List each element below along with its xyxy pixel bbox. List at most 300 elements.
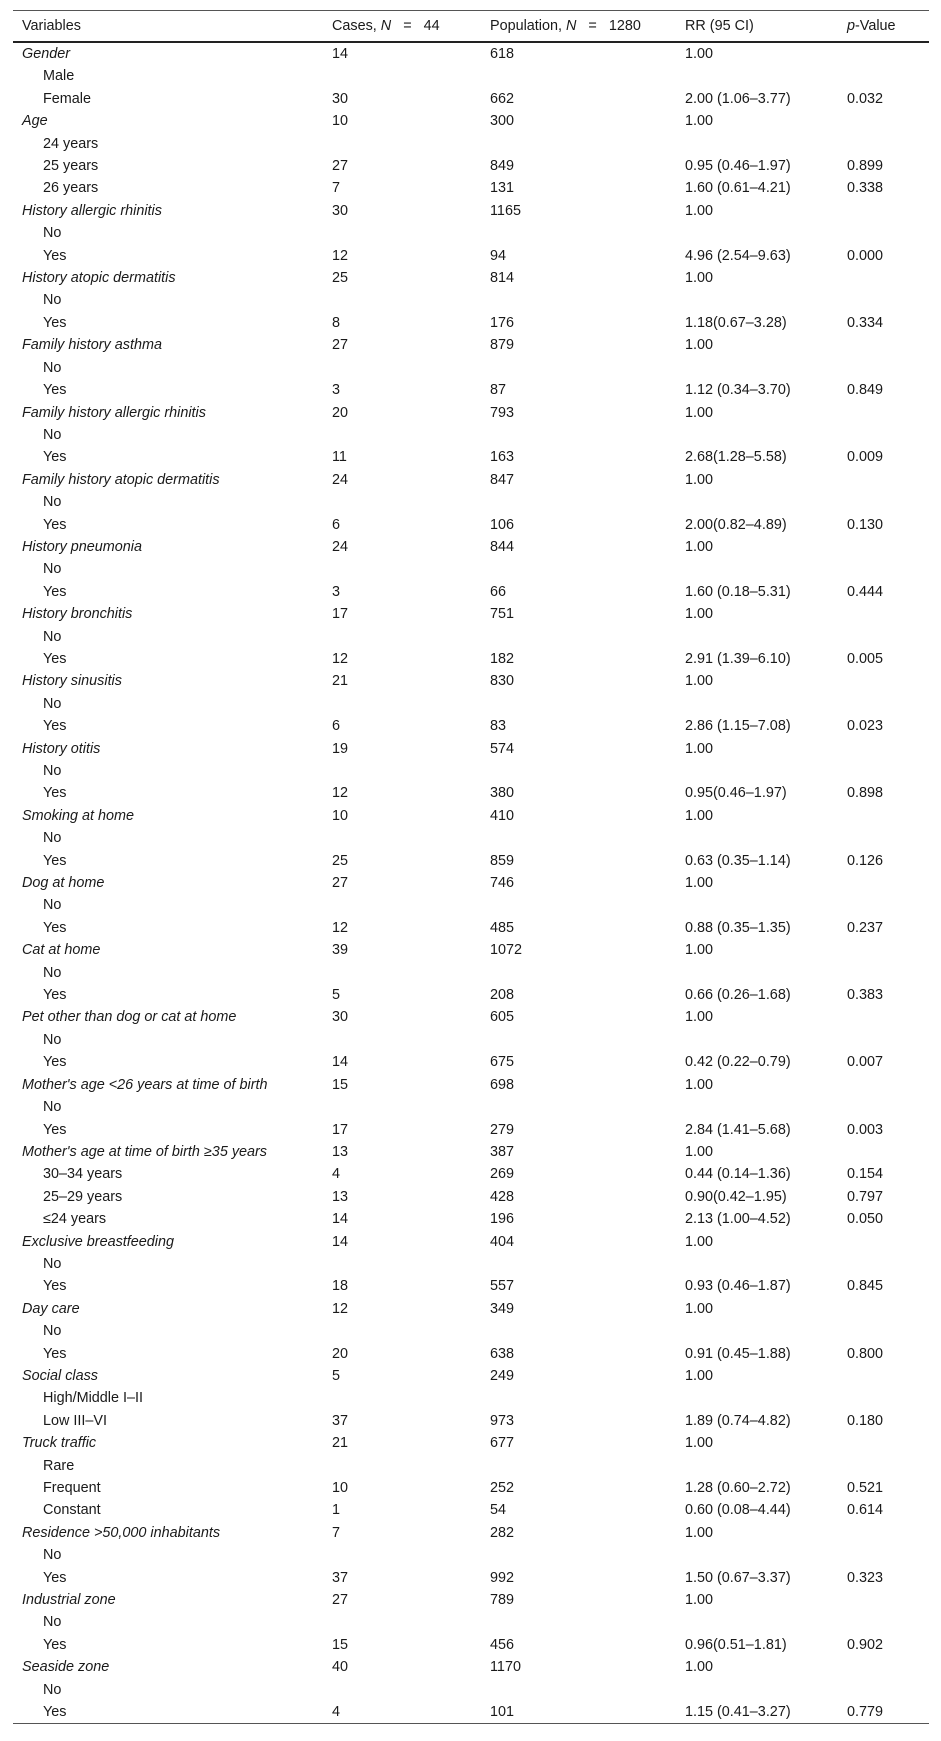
table-row xyxy=(13,1544,929,1566)
category-name: No xyxy=(43,897,62,914)
p-value-cell: 0.800 xyxy=(847,1345,884,1362)
rr-cell: 2.86 (1.15–7.08) xyxy=(685,718,791,735)
rr-cell: 1.00 xyxy=(685,875,714,892)
population-cell: 849 xyxy=(490,158,515,175)
cases-cell: 17 xyxy=(332,606,349,623)
table-row xyxy=(13,1387,929,1409)
cases-cell: 12 xyxy=(332,1300,349,1317)
table-row xyxy=(13,1499,929,1521)
p-value-cell: 0.444 xyxy=(847,583,884,600)
cases-cell: 1 xyxy=(332,1502,341,1519)
population-cell xyxy=(481,626,676,648)
population-cell: 793 xyxy=(490,404,515,421)
rr-cell xyxy=(676,1253,838,1275)
cases-cell: 8 xyxy=(332,314,341,331)
p-value-cell xyxy=(838,1320,929,1342)
population-cell: 387 xyxy=(490,1143,515,1160)
population-cell: 830 xyxy=(490,673,515,690)
p-value-cell xyxy=(838,1096,929,1118)
cases-cell xyxy=(323,357,481,379)
cases-cell: 18 xyxy=(332,1278,349,1295)
p-value-cell xyxy=(838,962,929,984)
table-row xyxy=(13,245,929,267)
category-name: Yes xyxy=(43,1569,67,1586)
table-row xyxy=(13,1298,929,1320)
table-row xyxy=(13,200,929,222)
cases-cell: 6 xyxy=(332,516,341,533)
table-row xyxy=(13,334,929,356)
population-cell: 163 xyxy=(490,449,515,466)
cases-cell xyxy=(323,222,481,244)
rr-cell: 1.00 xyxy=(685,538,714,555)
category-name: Yes xyxy=(13,1701,323,1724)
rr-cell: 0.63 (0.35–1.14) xyxy=(685,852,791,869)
variable-name: History sinusitis xyxy=(22,673,122,690)
cases-cell: 13 xyxy=(332,1143,349,1160)
table-row xyxy=(13,648,929,670)
population-cell: 404 xyxy=(490,1233,515,1250)
table-row xyxy=(13,626,929,648)
p-value-cell: 0.000 xyxy=(847,247,884,264)
cases-cell: 20 xyxy=(332,1345,349,1362)
category-name: Female xyxy=(43,90,91,107)
rr-cell: 0.95(0.46–1.97) xyxy=(685,785,787,802)
cases-cell: 37 xyxy=(332,1569,349,1586)
cases-cell xyxy=(323,1544,481,1566)
table-row xyxy=(13,1477,929,1499)
table-row xyxy=(13,1589,929,1611)
population-cell: 751 xyxy=(490,606,515,623)
population-cell: 54 xyxy=(490,1502,507,1519)
variable-name: History atopic dermatitis xyxy=(22,270,176,287)
header-rr: RR (95 CI) xyxy=(676,11,838,43)
cases-cell: 24 xyxy=(332,471,349,488)
header-pop-n: N xyxy=(566,18,577,34)
category-name: No xyxy=(43,1323,62,1340)
cases-cell: 15 xyxy=(332,1636,349,1653)
population-cell: 638 xyxy=(490,1345,515,1362)
population-cell xyxy=(481,962,676,984)
table-row xyxy=(13,558,929,580)
p-value-cell xyxy=(838,469,929,491)
rr-cell: 1.00 xyxy=(685,471,714,488)
header-p-rest: -Value xyxy=(855,18,896,34)
p-value-cell xyxy=(838,1589,929,1611)
variable-name: Exclusive breastfeeding xyxy=(22,1233,174,1250)
table-row xyxy=(13,536,929,558)
table-row xyxy=(13,514,929,536)
rr-cell xyxy=(676,558,838,580)
category-name: No xyxy=(43,1255,62,1272)
population-cell xyxy=(481,1544,676,1566)
category-name: No xyxy=(43,1614,62,1631)
category-name: No xyxy=(43,359,62,376)
table-row xyxy=(13,715,929,737)
rr-cell: 0.96(0.51–1.81) xyxy=(685,1636,787,1653)
category-name: Frequent xyxy=(43,1480,101,1496)
cases-cell xyxy=(323,424,481,446)
population-cell xyxy=(481,65,676,87)
p-value-cell xyxy=(838,939,929,961)
p-value-cell: 0.779 xyxy=(838,1701,929,1724)
category-name: Yes xyxy=(43,314,67,331)
variable-name: History bronchitis xyxy=(22,606,133,623)
rr-cell: 1.00 xyxy=(685,113,714,130)
p-value-cell: 0.845 xyxy=(847,1278,884,1295)
header-p-italic: p xyxy=(847,18,856,34)
variable-name: Social class xyxy=(22,1367,98,1384)
population-cell: 208 xyxy=(490,987,515,1004)
risk-table xyxy=(13,10,929,1724)
table-row xyxy=(13,1141,929,1163)
category-name: No xyxy=(43,763,62,779)
table-row xyxy=(13,42,929,65)
cases-cell: 14 xyxy=(332,46,349,62)
category-name: 30–34 years xyxy=(43,1166,123,1183)
rr-cell: 1.00 xyxy=(685,1300,714,1317)
cases-cell: 25 xyxy=(332,852,349,869)
population-cell xyxy=(481,1096,676,1118)
p-value-cell: 0.849 xyxy=(847,382,884,399)
table-row xyxy=(13,469,929,491)
cases-cell xyxy=(323,491,481,513)
rr-cell xyxy=(676,1611,838,1633)
population-cell xyxy=(481,1679,676,1701)
population-cell xyxy=(481,1253,676,1275)
rr-cell xyxy=(676,65,838,87)
rr-cell: 1.00 xyxy=(685,1076,714,1093)
cases-cell xyxy=(323,65,481,87)
p-value-cell xyxy=(838,1432,929,1454)
rr-cell: 0.88 (0.35–1.35) xyxy=(685,919,791,936)
cases-cell: 5 xyxy=(332,987,341,1004)
p-value-cell xyxy=(838,42,929,65)
table-row xyxy=(13,984,929,1006)
cases-cell: 21 xyxy=(332,1435,349,1452)
population-cell: 557 xyxy=(490,1278,515,1295)
p-value-cell xyxy=(838,894,929,916)
category-name: No xyxy=(43,628,62,645)
p-value-cell xyxy=(838,872,929,894)
category-name: No xyxy=(43,695,62,712)
table-row xyxy=(13,1208,929,1230)
p-value-cell xyxy=(838,1298,929,1320)
p-value-cell xyxy=(838,603,929,625)
cases-cell: 3 xyxy=(332,382,341,399)
cases-cell: 27 xyxy=(332,158,349,175)
table-row xyxy=(13,110,929,132)
table-row xyxy=(13,1029,929,1051)
cases-cell xyxy=(323,558,481,580)
variable-name: Age xyxy=(22,113,48,130)
cases-cell: 10 xyxy=(332,807,349,824)
p-value-cell xyxy=(838,289,929,311)
category-name: No xyxy=(43,1547,62,1564)
cases-cell xyxy=(323,1679,481,1701)
cases-cell: 27 xyxy=(332,1592,349,1609)
table-row xyxy=(13,962,929,984)
cases-cell xyxy=(323,693,481,715)
population-cell: 182 xyxy=(490,650,515,667)
cases-cell: 27 xyxy=(332,875,349,892)
header-pop-value: 1280 xyxy=(608,18,641,34)
p-value-cell: 0.180 xyxy=(847,1412,884,1429)
p-value-cell: 0.614 xyxy=(847,1502,884,1519)
category-name: Yes xyxy=(43,1278,67,1295)
population-cell xyxy=(481,1455,676,1477)
category-name: Yes xyxy=(43,650,67,667)
p-value-cell: 0.003 xyxy=(847,1121,884,1138)
table-row xyxy=(13,1051,929,1073)
table-row xyxy=(13,446,929,468)
rr-cell: 2.13 (1.00–4.52) xyxy=(685,1211,791,1228)
population-cell: 428 xyxy=(490,1188,515,1205)
rr-cell xyxy=(676,222,838,244)
population-cell: 106 xyxy=(490,516,515,533)
p-value-cell xyxy=(838,827,929,849)
population-cell xyxy=(481,693,676,715)
table-row xyxy=(13,88,929,110)
table-row xyxy=(13,805,929,827)
cases-cell xyxy=(323,962,481,984)
p-value-cell: 0.050 xyxy=(847,1211,884,1228)
population-cell: 94 xyxy=(490,247,507,264)
variable-name: Truck traffic xyxy=(22,1435,97,1452)
category-name: High/Middle I–II xyxy=(43,1390,143,1407)
population-cell: 675 xyxy=(490,1054,515,1071)
rr-cell: 1.00 xyxy=(685,740,714,757)
table-row xyxy=(13,379,929,401)
cases-cell xyxy=(323,133,481,155)
population-cell: 249 xyxy=(490,1367,515,1384)
rr-cell: 0.91 (0.45–1.88) xyxy=(685,1345,791,1362)
header-population xyxy=(481,11,676,43)
category-name: Yes xyxy=(43,1054,67,1071)
category-name: Yes xyxy=(43,382,67,399)
cases-cell xyxy=(323,1096,481,1118)
rr-cell: 1.00 xyxy=(685,1009,714,1026)
category-name: 26 years xyxy=(43,180,99,197)
category-name: No xyxy=(43,426,62,443)
table-row xyxy=(13,222,929,244)
table-row xyxy=(13,1074,929,1096)
p-value-cell xyxy=(838,1141,929,1163)
cases-cell: 30 xyxy=(332,202,349,219)
cases-cell: 27 xyxy=(332,337,349,354)
category-name: Yes xyxy=(43,718,67,735)
rr-cell: 0.66 (0.26–1.68) xyxy=(685,987,791,1004)
cases-cell: 30 xyxy=(332,1009,349,1026)
rr-cell xyxy=(676,962,838,984)
cases-cell: 12 xyxy=(332,247,349,264)
category-name: No xyxy=(43,494,62,511)
header-pop-eq: = xyxy=(588,18,597,34)
cases-cell: 19 xyxy=(332,740,349,757)
table-row xyxy=(13,1679,929,1701)
rr-cell: 0.60 (0.08–4.44) xyxy=(685,1502,791,1519)
p-value-cell xyxy=(838,805,929,827)
p-value-cell xyxy=(838,1611,929,1633)
variable-name: History otitis xyxy=(22,740,101,757)
table-row xyxy=(13,1522,929,1544)
table-row xyxy=(13,1410,929,1432)
p-value-cell xyxy=(838,1006,929,1028)
population-cell xyxy=(481,424,676,446)
rr-cell xyxy=(676,626,838,648)
rr-cell: 1.00 xyxy=(685,673,714,690)
table-row xyxy=(13,267,929,289)
header-cases-n: N xyxy=(380,18,392,34)
table-row xyxy=(13,1006,929,1028)
table-row xyxy=(13,1320,929,1342)
cases-cell: 7 xyxy=(332,1524,341,1541)
variable-name: Family history allergic rhinitis xyxy=(22,404,206,421)
table-row xyxy=(13,289,929,311)
population-cell: 300 xyxy=(490,113,515,130)
population-cell xyxy=(481,133,676,155)
table-row xyxy=(13,1096,929,1118)
table-row xyxy=(13,1231,929,1253)
p-value-cell: 0.334 xyxy=(847,314,884,331)
rr-cell: 0.42 (0.22–0.79) xyxy=(685,1054,791,1071)
table-row xyxy=(13,738,929,760)
population-cell: 746 xyxy=(490,875,515,892)
header-cases xyxy=(323,11,481,43)
table-row xyxy=(13,1455,929,1477)
p-value-cell: 0.902 xyxy=(847,1636,884,1653)
population-cell: 574 xyxy=(490,740,515,757)
rr-cell: 1.00 xyxy=(685,1143,714,1160)
table-container xyxy=(13,10,929,1724)
p-value-cell xyxy=(838,267,929,289)
table-row xyxy=(13,312,929,334)
cases-cell: 13 xyxy=(332,1188,349,1205)
rr-cell: 1.00 xyxy=(685,1367,714,1384)
category-name: No xyxy=(43,225,62,242)
table-row xyxy=(13,1701,929,1724)
variable-name: Gender xyxy=(22,46,70,62)
table-row xyxy=(13,424,929,446)
table-row xyxy=(13,894,929,916)
cases-cell: 11 xyxy=(332,449,347,466)
population-cell xyxy=(481,894,676,916)
category-name: No xyxy=(43,964,62,981)
table-row xyxy=(13,1611,929,1633)
population-cell: 1072 xyxy=(490,942,523,959)
p-value-cell xyxy=(838,738,929,760)
header-cases-value: 44 xyxy=(423,18,440,34)
population-cell: 662 xyxy=(490,90,515,107)
table-row xyxy=(13,850,929,872)
rr-cell xyxy=(676,491,838,513)
p-value-cell xyxy=(838,334,929,356)
variable-name: Cat at home xyxy=(22,942,101,959)
table-row xyxy=(13,1656,929,1678)
p-value-cell xyxy=(838,626,929,648)
population-cell xyxy=(481,1320,676,1342)
category-name: No xyxy=(43,830,62,847)
cases-cell xyxy=(323,894,481,916)
rr-cell xyxy=(676,894,838,916)
category-name: Yes xyxy=(43,449,67,466)
cases-cell: 39 xyxy=(332,942,349,959)
p-value-cell: 0.032 xyxy=(847,90,884,107)
population-cell xyxy=(481,1387,676,1409)
population-cell: 349 xyxy=(490,1300,515,1317)
p-value-cell: 0.521 xyxy=(847,1480,884,1496)
rr-cell xyxy=(676,760,838,782)
table-row xyxy=(13,581,929,603)
population-cell: 879 xyxy=(490,337,515,354)
population-cell: 844 xyxy=(490,538,515,555)
population-cell: 677 xyxy=(490,1435,515,1452)
table-row xyxy=(13,1567,929,1589)
p-value-cell xyxy=(838,536,929,558)
table-row xyxy=(13,1365,929,1387)
rr-cell xyxy=(676,1544,838,1566)
cases-cell xyxy=(323,760,481,782)
population-cell: 456 xyxy=(490,1636,515,1653)
p-value-cell: 0.005 xyxy=(847,650,884,667)
rr-cell: 1.60 (0.18–5.31) xyxy=(685,583,791,600)
variable-name: History pneumonia xyxy=(22,538,142,555)
rr-cell: 1.18(0.67–3.28) xyxy=(685,314,787,331)
rr-cell xyxy=(676,1679,838,1701)
variable-name: Dog at home xyxy=(22,875,105,892)
table-row xyxy=(13,939,929,961)
variable-name: Smoking at home xyxy=(22,807,134,824)
rr-cell: 1.00 xyxy=(685,606,714,623)
population-cell: 847 xyxy=(490,471,515,488)
population-cell: 83 xyxy=(490,718,507,735)
p-value-cell xyxy=(838,558,929,580)
p-value-cell: 0.338 xyxy=(847,180,884,197)
population-cell: 196 xyxy=(490,1211,515,1228)
cases-cell: 3 xyxy=(332,583,341,600)
rr-cell: 1.00 xyxy=(685,1233,714,1250)
p-value-cell: 0.007 xyxy=(847,1054,884,1071)
population-cell: 814 xyxy=(490,270,515,287)
table-row xyxy=(13,603,929,625)
category-name: Yes xyxy=(43,919,67,936)
p-value-cell xyxy=(838,1455,929,1477)
population-cell: 269 xyxy=(490,1166,515,1183)
cases-cell xyxy=(323,1320,481,1342)
cases-cell: 10 xyxy=(332,1480,349,1496)
rr-cell xyxy=(676,1096,838,1118)
population-cell xyxy=(481,289,676,311)
rr-cell xyxy=(676,827,838,849)
cases-cell: 30 xyxy=(332,90,349,107)
cases-cell xyxy=(323,289,481,311)
p-value-cell xyxy=(838,1253,929,1275)
category-name: No xyxy=(43,292,62,309)
rr-cell: 1.28 (0.60–2.72) xyxy=(685,1480,791,1496)
rr-cell xyxy=(676,693,838,715)
p-value-cell: 0.126 xyxy=(847,852,884,869)
rr-cell: 1.00 xyxy=(685,46,714,62)
table-row xyxy=(13,872,929,894)
cases-cell: 10 xyxy=(332,113,349,130)
p-value-cell xyxy=(838,65,929,87)
population-cell xyxy=(481,760,676,782)
rr-cell: 2.68(1.28–5.58) xyxy=(685,449,787,466)
header-variables: Variables xyxy=(13,11,323,43)
table-row xyxy=(13,1119,929,1141)
p-value-cell: 0.154 xyxy=(847,1166,884,1183)
population-cell: 859 xyxy=(490,852,515,869)
category-name: No xyxy=(43,1031,62,1048)
